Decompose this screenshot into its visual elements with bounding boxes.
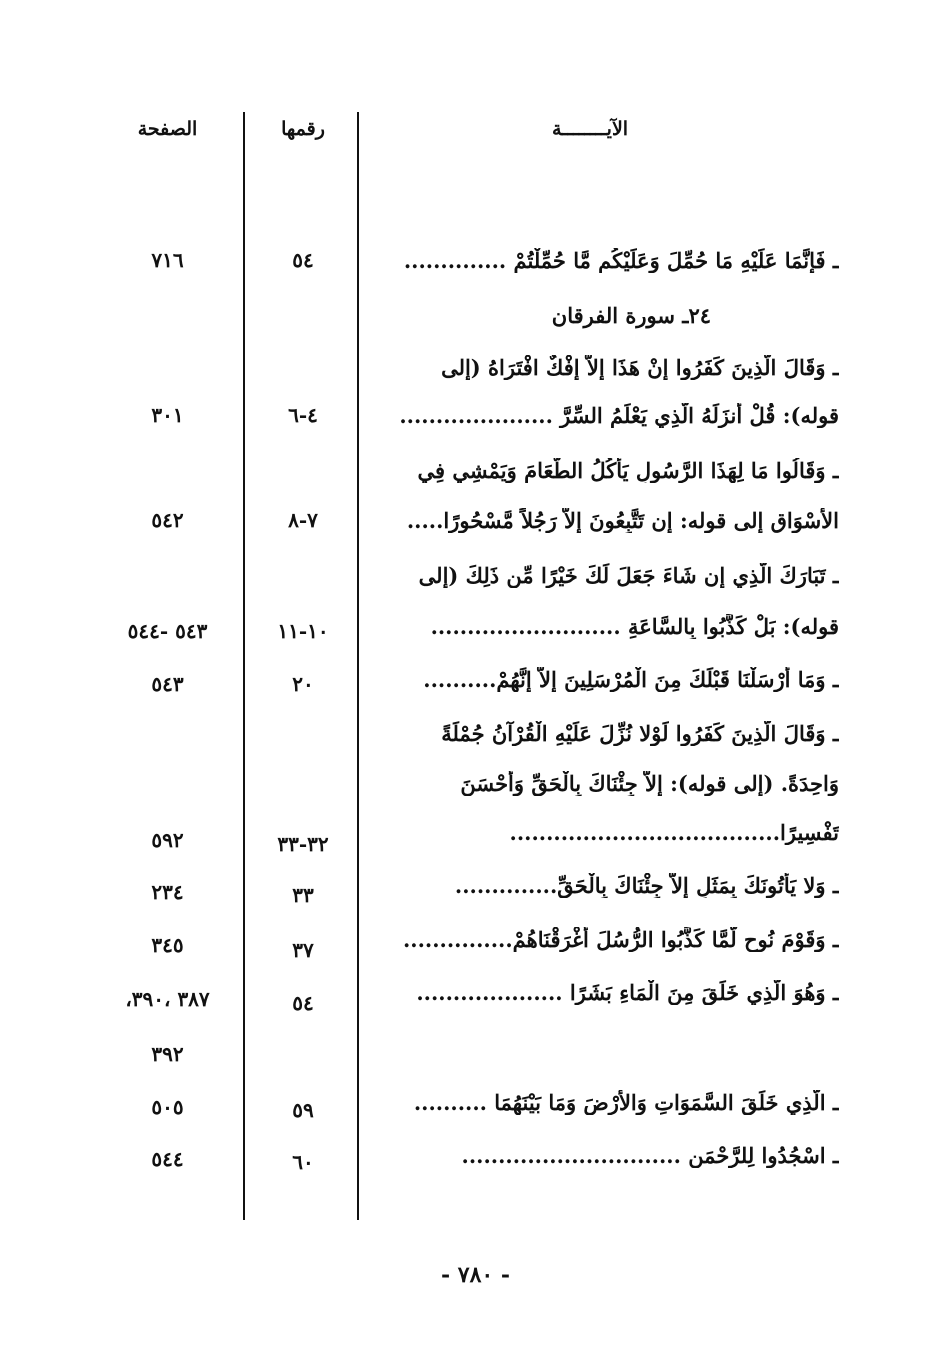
page-number: ٥٤٣ -٥٤٤ <box>127 619 208 643</box>
header-page: الصفحة <box>137 118 198 140</box>
aya-number: ١٠-١١ <box>277 619 329 643</box>
verse-line: قوله): بَلْ كَذَّبُوا بِالسَّاعَةِ .......................... <box>430 614 839 639</box>
aya-number: ٣٧ <box>292 938 314 962</box>
aya-number: ٣٣ <box>292 883 314 907</box>
aya-number: ٤-٦ <box>288 403 318 427</box>
verse-line: ـ وَقَالُوا مَا لِهَذَا الرَّسُولِ يَأْكُلُ الطَّعَامَ وَيَمْشِي فِي <box>417 458 839 483</box>
header-aya: الآيــــــــة <box>551 118 629 140</box>
aya-number: ٥٤ <box>292 248 314 272</box>
page-number: ٢٣٤ <box>151 880 184 904</box>
aya-number: ٥٩ <box>292 1098 314 1122</box>
page-number: ٣٨٧ ،٣٩٠، <box>125 987 210 1011</box>
aya-number: ٦٠ <box>292 1150 314 1174</box>
page-number: ٥٤٤ <box>151 1147 184 1171</box>
verse-line: ـ وَمَا أَرْسَلْنَا قَبْلَكَ مِنَ الْمُرْسَلِينَ إِلاَّ إِنَّهُمْ.......... <box>423 667 839 692</box>
verse-line: ـ وَلا يَأْتُونَكَ بِمَثَلٍ إِلاَّ جِئْنَاكَ بِالْحَقِّ.............. <box>454 873 839 898</box>
page-number: ٣٠١ <box>151 403 184 427</box>
aya-number: ٧-٨ <box>288 508 318 532</box>
verse-line: ـ الَّذِي خَلَقَ السَّمَوَاتِ وَالأَرْضَ وَمَا بَيْنَهُمَا .......... <box>413 1090 839 1115</box>
aya-number: ٢٠ <box>292 672 314 696</box>
page-footer-number: - ٧٨٠ - <box>440 1262 511 1288</box>
verse-line: ـ وَقَالَ الَّذِينَ كَفَرُوا إِنْ هَذَا إِلاَّ إِفْكٌ افْتَرَاهُ (إلى <box>441 355 839 380</box>
aya-number: ٥٤ <box>292 991 314 1015</box>
page-number: ٥٩٢ <box>151 828 184 852</box>
aya-number: ٣٢-٣٣ <box>277 832 329 856</box>
verse-line: وَاحِدَةً. (إلى قوله): إِلاَّ جِئْنَاكَ بِالْحَقِّ وَأَحْسَنَ <box>460 771 839 796</box>
column-divider-left <box>243 112 245 1220</box>
verse-line: ـ وَقَوْمَ نُوحٍ لَّمَّا كَذَّبُوا الرُّسُلَ أَغْرَقْنَاهُمْ............... <box>403 927 839 952</box>
page-number: ٥٤٣ <box>151 672 184 696</box>
verse-line: تَفْسِيرًا..................................... <box>509 820 839 845</box>
verse-line: ـ فَإِنَّمَا عَلَيْهِ مَا حُمِّلَ وَعَلَيْكُم مَّا حُمِّلْتُمْ .............. <box>403 248 839 273</box>
page-number: ٥٤٢ <box>151 508 184 532</box>
verse-line: ـ تَبَارَكَ الَّذِي إِن شَاءَ جَعَلَ لَكَ خَيْرًا مِّن ذَلِكَ (إلى <box>418 563 839 588</box>
verse-line: الأَسْوَاقِ إلى قوله: إِن تَتَّبِعُونَ إِلاَّ رَجُلاً مَّسْحُورًا..... <box>406 508 839 533</box>
column-divider-right <box>357 112 359 1220</box>
surah-heading: ٢٤ـ سورة الفرقان <box>551 303 711 328</box>
page-number: ٣٩٢ <box>151 1042 184 1066</box>
verse-line: ـ اسْجُدُوا لِلرَّحْمَنِ .............................. <box>461 1143 839 1168</box>
verse-line: قوله): قُلْ أَنزَلَهُ الَّذِي يَعْلَمُ السِّرَّ ..................... <box>399 403 839 428</box>
verse-line: ـ وَهُوَ الَّذِي خَلَقَ مِنَ الْمَاءِ بَشَرًا .................... <box>416 980 839 1005</box>
verse-line: ـ وَقَالَ الَّذِينَ كَفَرُوا لَوْلا نُزِّلَ عَلَيْهِ الْقُرْآنُ جُمْلَةً <box>441 721 839 746</box>
page-number: ٥٠٥ <box>151 1095 184 1119</box>
page-number: ٧١٦ <box>151 248 184 272</box>
page-number: ٣٤٥ <box>151 933 184 957</box>
header-number: رقمها <box>281 118 325 140</box>
